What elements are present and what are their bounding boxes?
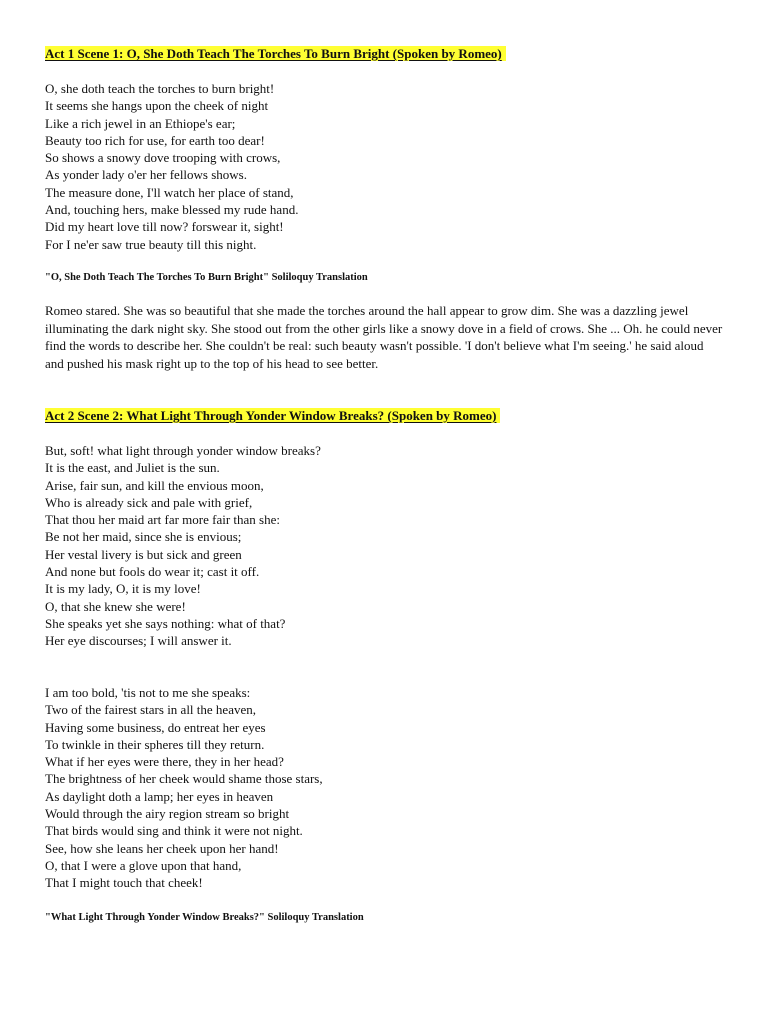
verse-line: It is my lady, O, it is my love! (45, 581, 201, 597)
verse-line: Arise, fair sun, and kill the envious moon, (45, 477, 264, 493)
verse-line: Would through the airy region stream so bright (45, 806, 290, 822)
verse-line: It is the east, and Juliet is the sun. (45, 460, 220, 476)
verse-line: Did my heart love till now? forswear it, sight! (45, 219, 284, 235)
section2-heading-text: Act 2 Scene 2: What Light Through Yonder Window Breaks? (Spoken by Romeo) (45, 408, 500, 423)
verse-line: That birds would sing and think it were not night. (45, 823, 303, 839)
section1-heading (45, 45, 506, 62)
section2-stanza1 (45, 442, 321, 650)
verse-line: I am too bold, 'tis not to me she speaks: (45, 685, 251, 700)
verse-line: Be not her maid, since she is envious; (45, 529, 242, 545)
section2-translation-heading: "What Light Through Yonder Window Breaks?" Soliloquy Translation (45, 912, 364, 923)
verse-line: O, she doth teach the torches to burn bright! (45, 81, 275, 96)
section1-verse (45, 80, 298, 253)
verse-line: Her eye discourses; I will answer it. (45, 633, 232, 649)
verse-line: That thou her maid art far more fair than she: (45, 512, 280, 528)
verse-line: The brightness of her cheek would shame those stars, (45, 771, 323, 787)
verse-line: See, how she leans her cheek upon her hand! (45, 840, 279, 856)
verse-line: She speaks yet she says nothing: what of that? (45, 615, 286, 631)
section1-translation-heading: "O, She Doth Teach The Torches To Burn Bright" Soliloquy Translation (45, 272, 368, 283)
verse-line: Beauty too rich for use, for earth too dear! (45, 132, 265, 148)
verse-line: The measure done, I'll watch her place of stand, (45, 184, 294, 200)
verse-line: And none but fools do wear it; cast it off. (45, 564, 260, 580)
verse-line: For I ne'er saw true beauty till this night. (45, 236, 257, 252)
verse-line: That I might touch that cheek! (45, 875, 203, 891)
verse-line: As daylight doth a lamp; her eyes in heaven (45, 788, 274, 804)
verse-line: So shows a snowy dove trooping with crows, (45, 150, 281, 166)
verse-line: Who is already sick and pale with grief, (45, 494, 253, 510)
verse-line: It seems she hangs upon the cheek of night (45, 98, 269, 114)
verse-line: O, that she knew she were! (45, 598, 186, 614)
verse-line: What if her eyes were there, they in her head? (45, 754, 284, 770)
verse-line: O, that I were a glove upon that hand, (45, 857, 242, 873)
verse-line: To twinkle in their spheres till they return. (45, 736, 265, 752)
verse-line: Like a rich jewel in an Ethiope's ear; (45, 115, 236, 131)
section1-heading-text: Act 1 Scene 1: O, She Doth Teach The Torches To Burn Bright (Spoken by Romeo) (45, 46, 506, 61)
section2-heading (45, 407, 500, 424)
verse-line: As yonder lady o'er her fellows shows. (45, 167, 247, 183)
verse-line: And, touching hers, make blessed my rude hand. (45, 202, 299, 218)
verse-line: Having some business, do entreat her eyes (45, 719, 266, 735)
section2-stanza2 (45, 684, 323, 892)
verse-line: Two of the fairest stars in all the heaven, (45, 702, 256, 718)
verse-line: Her vestal livery is but sick and green (45, 546, 242, 562)
section1-translation-paragraph: Romeo stared. She was so beautiful that she made the torches around the hall appear to grow dim. She was a dazzling jewel illuminating the dark night sky. She stood out from the other girls like a snowy dove in a field of crows. She ... Oh. he could never find the words to describe her. She couldn't be real: such beauty wasn't possible. 'I don't believe what I'm seeing.' he said aloud and pushed his mask right up to the top of his head to see better. (45, 303, 723, 371)
verse-line: But, soft! what light through yonder window breaks? (45, 443, 321, 458)
